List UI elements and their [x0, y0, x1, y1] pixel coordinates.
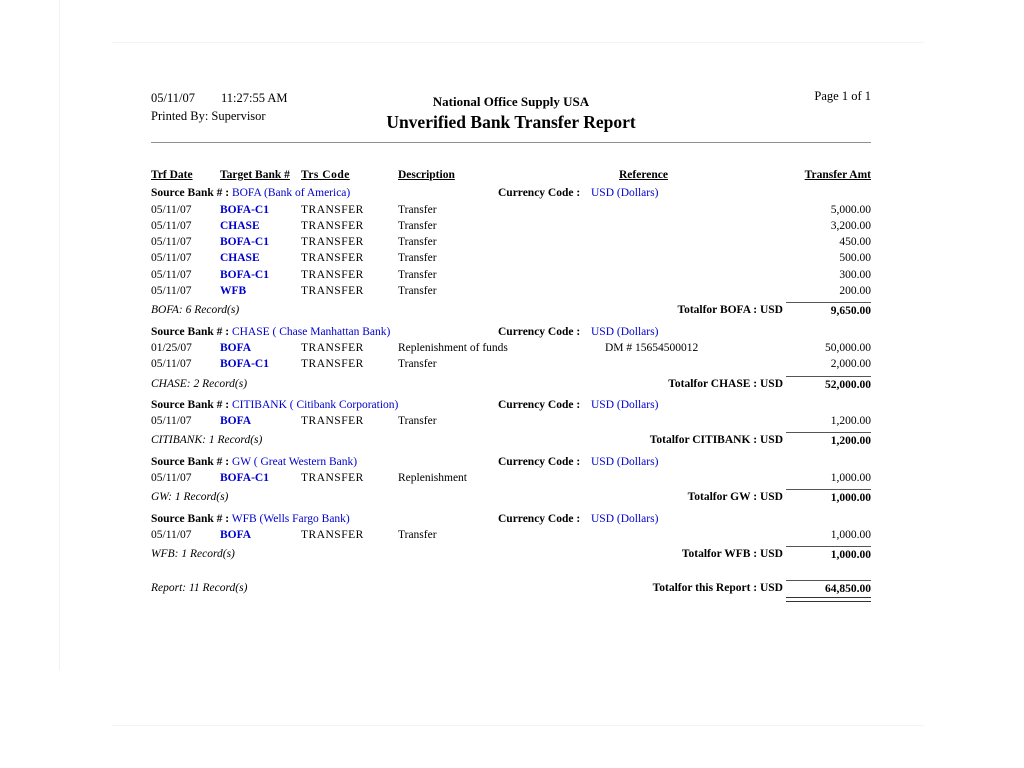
bank-group-wfb	[151, 511, 871, 563]
source-bank-label: Source Bank # :	[151, 455, 230, 468]
source-bank-label: Source Bank # :	[151, 325, 230, 338]
company-name: National Office Supply USA	[432, 94, 590, 109]
currency-code-label: Currency Code :	[498, 512, 581, 525]
description: Transfer	[398, 415, 437, 428]
transfer-row	[151, 527, 871, 543]
group-total-amount: 1,200.00	[786, 432, 871, 449]
bank-group-gw	[151, 454, 871, 506]
transfer-row	[151, 267, 871, 283]
trf-date: 05/11/07	[151, 285, 192, 298]
group-total-amount: 52,000.00	[786, 376, 871, 393]
trs-code: TRANSFER	[301, 358, 364, 371]
currency-code-label: Currency Code :	[498, 187, 581, 200]
transfer-amount: 1,000.00	[830, 528, 871, 541]
currency-code-label: Currency Code :	[498, 398, 581, 411]
trs-code: TRANSFER	[301, 219, 364, 232]
description: Transfer	[398, 236, 437, 249]
source-bank-line	[151, 397, 398, 413]
group-total-label: Totalfor WFB : USD	[681, 548, 783, 561]
trs-code: TRANSFER	[301, 236, 364, 249]
group-total-row	[151, 546, 871, 562]
bank-group-bofa	[151, 185, 871, 318]
description: Transfer	[398, 252, 437, 265]
transfer-row	[151, 413, 871, 429]
bank-group-citibank	[151, 397, 871, 449]
transfer-row	[151, 470, 871, 486]
transfer-amount: 1,000.00	[830, 472, 871, 485]
source-bank-line	[151, 324, 390, 340]
group-total-label: Totalfor CITIBANK : USD	[649, 434, 783, 447]
target-bank: BOFA-C1	[220, 358, 269, 371]
report-content	[151, 88, 871, 604]
col-header-description: Description	[398, 169, 455, 181]
transfer-amount: 5,000.00	[830, 203, 871, 216]
transfer-row	[151, 283, 871, 299]
source-bank-value: CHASE ( Chase Manhattan Bank)	[231, 325, 391, 338]
transfer-amount: 2,000.00	[830, 358, 871, 371]
col-header-reference: Reference	[619, 169, 668, 181]
group-total-row	[151, 432, 871, 448]
target-bank: BOFA-C1	[220, 203, 269, 216]
group-record-count: CHASE: 2 Record(s)	[151, 377, 248, 390]
currency-code-value: USD (Dollars)	[591, 187, 659, 200]
source-bank-value: GW ( Great Western Bank)	[231, 455, 358, 468]
description: Transfer	[398, 268, 437, 281]
group-total-row	[151, 302, 871, 318]
trs-code: TRANSFER	[301, 472, 364, 485]
transfer-row	[151, 340, 871, 356]
transfer-row	[151, 356, 871, 372]
report-total-row	[151, 580, 871, 604]
currency-code-value: USD (Dollars)	[591, 455, 659, 468]
target-bank: BOFA	[220, 341, 252, 354]
source-bank-label: Source Bank # :	[151, 187, 230, 200]
trs-code: TRANSFER	[301, 528, 364, 541]
transfer-row	[151, 218, 871, 234]
description: Transfer	[398, 285, 437, 298]
target-bank: BOFA-C1	[220, 472, 269, 485]
page-edge-left	[59, 0, 60, 670]
report-total-amount: 64,850.00	[786, 580, 871, 597]
col-header-trs-code: Trs Code	[301, 169, 350, 181]
currency-code-value: USD (Dollars)	[591, 325, 659, 338]
trf-date: 05/11/07	[151, 358, 192, 371]
transfer-row	[151, 202, 871, 218]
trs-code: TRANSFER	[301, 341, 364, 354]
description: Transfer	[398, 358, 437, 371]
description: Transfer	[398, 528, 437, 541]
source-bank-value: WFB (Wells Fargo Bank)	[231, 512, 350, 525]
description: Transfer	[398, 219, 437, 232]
description: Replenishment of funds	[398, 341, 508, 354]
report-total-label: Totalfor this Report : USD	[652, 581, 783, 594]
report-total-double-underline	[786, 597, 871, 602]
col-header-target-bank: Target Bank #	[220, 169, 290, 181]
group-record-count: WFB: 1 Record(s)	[151, 548, 235, 561]
report-title: Unverified Bank Transfer Report	[386, 112, 636, 132]
transfer-row	[151, 250, 871, 266]
transfer-row	[151, 234, 871, 250]
trs-code: TRANSFER	[301, 268, 364, 281]
print-time: 11:27:55 AM	[220, 91, 288, 105]
trf-date: 05/11/07	[151, 219, 192, 232]
header-rule	[151, 142, 871, 143]
trs-code: TRANSFER	[301, 203, 364, 216]
trf-date: 05/11/07	[151, 236, 192, 249]
page-edge-bottom	[112, 725, 924, 726]
group-total-row	[151, 376, 871, 392]
target-bank: BOFA	[220, 528, 252, 541]
currency-code-label: Currency Code :	[498, 325, 581, 338]
transfer-amount: 450.00	[839, 236, 871, 249]
source-bank-line	[151, 454, 357, 470]
group-header	[151, 324, 871, 340]
target-bank: WFB	[220, 285, 247, 298]
group-header	[151, 511, 871, 527]
group-total-label: Totalfor GW : USD	[687, 491, 783, 504]
transfer-amount: 3,200.00	[830, 219, 871, 232]
trf-date: 05/11/07	[151, 203, 192, 216]
source-bank-label: Source Bank # :	[151, 512, 230, 525]
report-header	[151, 88, 871, 142]
group-total-amount: 1,000.00	[786, 546, 871, 563]
trs-code: TRANSFER	[301, 285, 364, 298]
group-total-amount: 9,650.00	[786, 302, 871, 319]
trf-date: 05/11/07	[151, 415, 192, 428]
currency-code-value: USD (Dollars)	[591, 398, 659, 411]
trf-date: 05/11/07	[151, 472, 192, 485]
group-header	[151, 454, 871, 470]
currency-code-label: Currency Code :	[498, 455, 581, 468]
trf-date: 01/25/07	[151, 341, 192, 354]
column-header-row	[151, 167, 871, 183]
target-bank: BOFA-C1	[220, 236, 269, 249]
page-edge-top	[112, 42, 924, 43]
page-number: Page 1 of 1	[814, 89, 871, 103]
transfer-amount: 200.00	[839, 285, 871, 298]
target-bank: CHASE	[220, 219, 260, 232]
trs-code: TRANSFER	[301, 415, 364, 428]
printed-by: Printed By: Supervisor	[151, 109, 266, 123]
description: Replenishment	[398, 472, 467, 485]
trf-date: 05/11/07	[151, 252, 192, 265]
group-header	[151, 397, 871, 413]
group-total-row	[151, 489, 871, 505]
group-record-count: GW: 1 Record(s)	[151, 491, 229, 504]
trf-date: 05/11/07	[151, 268, 192, 281]
target-bank: CHASE	[220, 252, 260, 265]
group-total-label: Totalfor CHASE : USD	[668, 377, 783, 390]
transfer-amount: 500.00	[839, 252, 871, 265]
group-total-label: Totalfor BOFA : USD	[677, 304, 783, 317]
col-header-transfer-amt: Transfer Amt	[804, 169, 871, 181]
transfer-amount: 300.00	[839, 268, 871, 281]
bank-group-chase	[151, 324, 871, 392]
target-bank: BOFA-C1	[220, 268, 269, 281]
trs-code: TRANSFER	[301, 252, 364, 265]
group-total-amount: 1,000.00	[786, 489, 871, 506]
report-record-count: Report: 11 Record(s)	[151, 581, 248, 594]
source-bank-label: Source Bank # :	[151, 398, 230, 411]
trf-date: 05/11/07	[151, 528, 192, 541]
currency-code-value: USD (Dollars)	[591, 512, 659, 525]
transfer-amount: 1,200.00	[830, 415, 871, 428]
group-header	[151, 185, 871, 201]
source-bank-line	[151, 511, 350, 527]
source-bank-value: BOFA (Bank of America)	[231, 187, 351, 200]
target-bank: BOFA	[220, 415, 252, 428]
source-bank-value: CITIBANK ( Citibank Corporation)	[231, 398, 399, 411]
transfer-amount: 50,000.00	[825, 341, 871, 354]
print-date: 05/11/07	[151, 91, 195, 105]
description: Transfer	[398, 203, 437, 216]
group-record-count: BOFA: 6 Record(s)	[151, 304, 240, 317]
source-bank-line	[151, 185, 350, 201]
group-record-count: CITIBANK: 1 Record(s)	[151, 434, 263, 447]
col-header-trf-date: Trf Date	[151, 169, 193, 181]
reference: DM # 15654500012	[605, 341, 699, 354]
